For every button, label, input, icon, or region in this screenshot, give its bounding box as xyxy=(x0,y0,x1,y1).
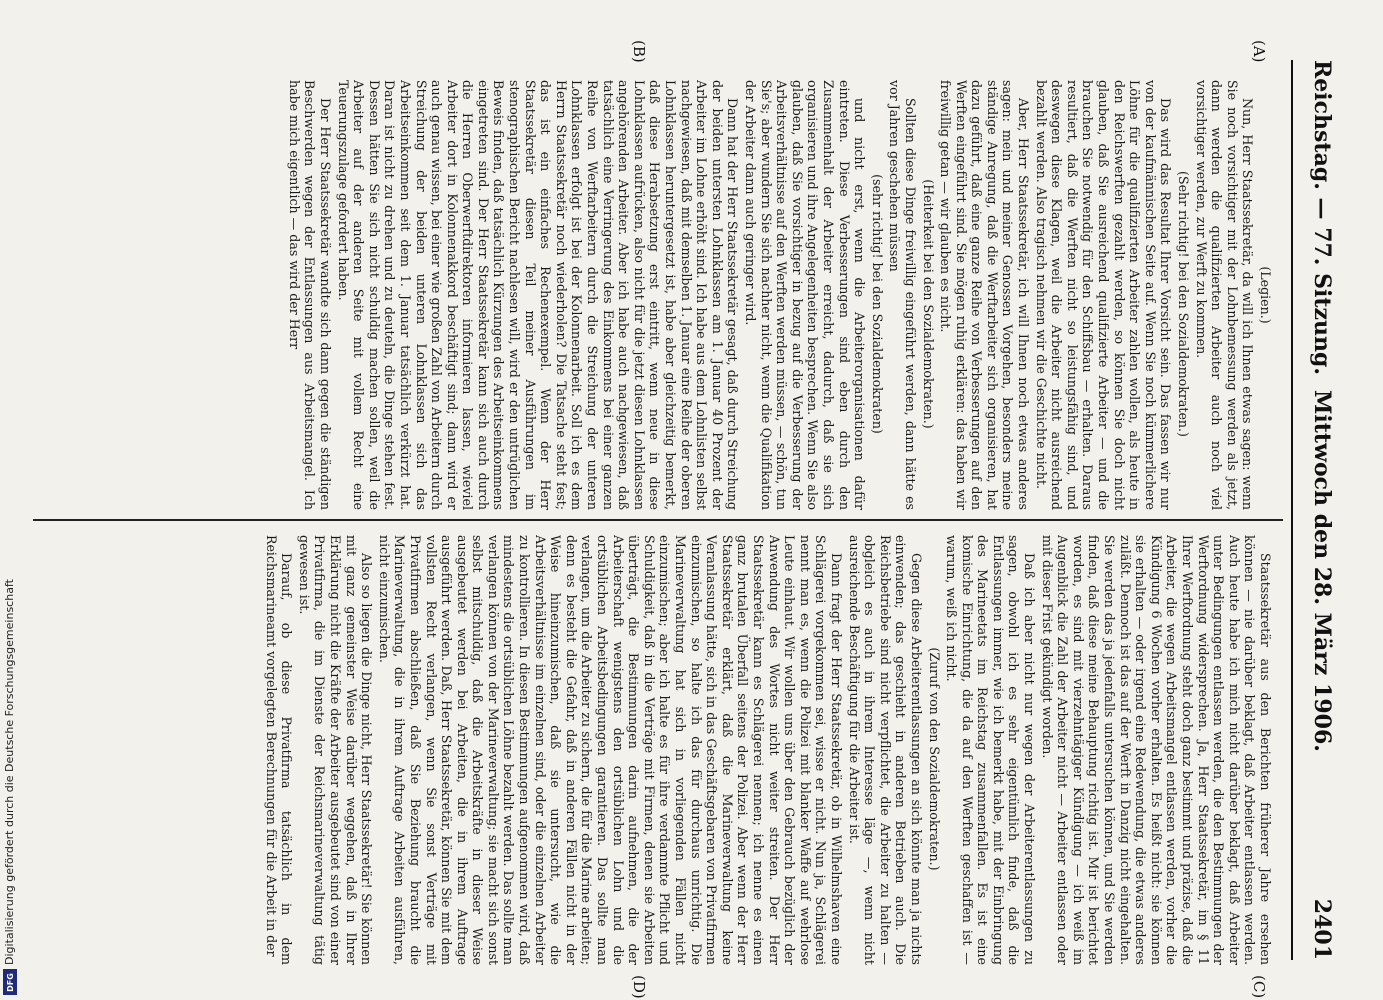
speaker-label: (Legien.) xyxy=(1258,266,1273,324)
paragraph: Sollten diese Dinge freiwillig eingeführt werden, dann hätte es vor Jahren geschehen müssen xyxy=(887,80,918,510)
paragraph: Gegen diese Arbeiterentlassungen an sich könnte man ja nichts einwenden; das geschieht in anderen Betrieben auch. Die Reichsbetriebe sind nicht verpflichtet, die Arbeiter zu halten — obgleich es auch in ihrem Interesse läge —, wenn nicht ausreichende Beschäftigung für die Arbeiter ist. xyxy=(846,535,924,965)
margin-marker-d: (D) xyxy=(630,975,648,999)
header-date: Mittwoch den 28. März 1906. xyxy=(1309,390,1335,752)
right-text-column xyxy=(43,535,1273,965)
paragraph: Dann hat der Herr Staatssekretär gesagt, daß durch Streichung der beiden untersten Lohnklassen am 1. Januar 40 Prozent der Arbeiter im Lohne erhöht sind. Ich habe aus dem Lohnlisten selbst nachgewiesen, daß mit demselben 1. Januar eine Reihe der oberen Lohnklassen heruntergesetzt ist, habe aber gleichzeitig bemerkt, daß diese Herabsetzung erst eintritt, wenn neue in diese Lohnklassen aufrücken, also nicht für die jetzt diesen Lohnklassen angehörenden Arbeiter. Aber ich habe auch nachgewiesen, daß tatsächlich eine Verringerung des Einkommens bei einer ganzen Reihe von Werftarbeitern durch die Streichung der unteren Lohnklassen erfolgt ist bei der Kolonnenarbeit. Soll ich es dem Herrn Staatssekretär noch wiederholen? Die Tatsache steht fest; das ist ein einfaches Rechenexempel. Wenn der Herr Staatssekretär diesen Teil meiner Ausführungen im stenographischen Bericht nachlesen will, wird er den untrüglichen Beweis finden, daß tatsächlich Kürzungen des Arbeitseinkommens eingetreten sind. Der Herr Staatssekretär kann sich auch durch die Herren Oberwerftdirektoren informieren lassen, wieviel Arbeiter dort in Kolonnenakkord beschäftigt sind; dann wird er auch genau wissen, bei einer wie großen Zahl von Arbeitern durch Streichung der beiden unteren Lohnklassen sich das Arbeitseinkommen seit dem 1. Januar tatsächlich verkürzt hat. Daran ist nicht zu drehen und zu deuteln, die Dinge stehen fest. Dessen hätten Sie sich nicht schuldig machen sollen, weil die Arbeiter auf der anderen Seite mit vollem Recht eine Teuerungszulage gefordert haben. xyxy=(335,80,741,510)
paragraph: Staatssekretär aus den Berichten früherer Jahre ersehen können — nie darüber beklagt, daß Arbeiter entlassen werden. Auch heute habe ich mich nicht darüber beklagt, daß Arbeiter unter Bedingungen entlassen werden, die den Bestimmungen der Werftordnung widersprechen. Ja, Herr Staatssekretär, im § 11 Ihrer Werftordnung steht doch ganz bestimmt und präzise, daß die Arbeiter, die wegen Arbeitsmangel entlassen werden, vorher die Kündigung 6 Wochen vorher erhalten. Es heißt nicht: sie können sie erhalten — oder irgend eine Redewendung, die etwas anderes zuläßt. Dennoch ist das auf der Werft in Danzig nicht eingehalten. Sie werden das ja jedenfalls untersuchen können, und Sie werden finden, daß diese meine Behauptung richtig ist. Mir ist berichtet worden, es sind mit vierzehntägiger Kündigung — ich weiß im Augenblick die Zahl der Arbeiter nicht — Arbeiter entlassen oder mit dieser Frist gekündigt worden. xyxy=(1039,535,1273,965)
left-text-column xyxy=(43,80,1273,510)
dfg-logo xyxy=(3,969,17,995)
page-header xyxy=(1291,60,1353,960)
paragraph: Der Herr Staatssekretär wandte sich dann gegen die ständigen Beschwerden wegen der Entlassungen aus Arbeitsmangel. Ich habe mich eigentlich — das wird der Herr xyxy=(286,80,333,510)
digitization-footer xyxy=(3,40,17,995)
paragraph: (Heiterkeit bei den Sozialdemokraten.) xyxy=(920,179,936,429)
margin-marker-b: (B) xyxy=(630,40,648,63)
column-divider xyxy=(33,519,1283,521)
paragraph: und nicht erst, wenn die Arbeiterorganisationen dafür eintreten. Diese Verbesserungen sind eben durch den Zusammenhalt der Arbeiter erreicht, dadurch, daß sie sich organisieren und ihre Angelegenheiten besprechen. Wenn Sie also glauben, daß Sie vorsichtiger in bezug auf die Verbesserung der Arbeitsverhältnisse auf den Werften werden müssen, — schön, tun Sie's; aber wundern Sie sich nachher nicht, wenn die Qualifikation der Arbeiter dann auch geringer wird. xyxy=(743,80,868,510)
dfg-logo-text: DFG xyxy=(5,972,15,992)
header-page-number: 2401 xyxy=(1309,898,1335,960)
paragraph: Aber, Herr Staatssekretär, ich will Ihnen noch etwas anderes sagen: mein und meiner Genossen Vorgehen, besonders meine ständige Anregung, daß die Werftarbeiter sich organisieren, hat dazu geführt, daß eine ganze Reihe von Verbesserungen auf den Werften eingeführt sind. Sie mögen ruhig erklären: das haben wir freiwillig getan — wir glauben es nicht. xyxy=(938,80,1032,510)
paragraph: Nun, Herr Staatssekretär, da will ich Ihnen etwas sagen: wenn Sie noch vorsichtiger mit der Lohnbemessung werden als jetzt, dann werden die qualifizierten Arbeiter auch noch viel vorsichtiger werden, zur Werft zu kommen. xyxy=(1193,80,1256,510)
paragraph: Darauf, ob diese Privatfirma tatsächlich in dem Reichsmarineamt vorgelegten Berechnungen für die Arbeit in der xyxy=(263,535,295,965)
paragraph: (Sehr richtig! bei den Sozialdemokraten.) xyxy=(1176,171,1192,437)
paragraph: Dann fragt der Herr Staatssekretär, ob in Wilhelmshaven eine Schlägerei vorgekommen sei, wisse er nicht. Nun ja, Schlägerei nennt man es, wenn die Polizei mit blanker Waffe auf wehrlose Leute einhaut. Wir wollen uns über den Gebrauch bezüglich der Anwendung des Wortes nicht weiter streiten. Der Herr Staatssekretär kann es Schlägerei nennen; ich nenne es einen ganz brutalen Überfall seitens der Polizei. Aber wenn der Herr Staatssekretär erklärt, daß die Marineverwaltung keine Veranlassung hätte, sich in das Geschäftsgebaren von Privatfirmen einzumischen, so halte ich das für durchaus unrichtig. Die Marineverwaltung hat sich in vorliegenden Fällen nicht einzumischen; aber ich halte es für ihre verdammte Pflicht und Schuldigkeit, daß in die Verträge mit Firmen, denen sie Arbeiten überträgt, die Bestimmungen darin aufnehmen, die der Arbeiterschaft wenigstens den ortsüblichen Lohn und die ortsüblichen Arbeitsbedingungen garantieren. Das sollte man verlangen, um die Arbeiter zu sichern, die für die Marine arbeiten; denn es besteht die Gefahr, daß in anderen Fällen nicht in der Weise hineinzumischen, daß sie untersucht, wie die Arbeitsverhältnisse im einzelnen sind, oder die einzelnen Arbeiter zu kontrollieren. In diesen Bestimmungen aufgenommen wird, daß mindestens die ortsüblichen Löhne bezahlt werden. Das sollte man verlangen können von der Marineverwaltung; sie macht sich sonst selbst mitschuldig, daß die Arbeitskräfte in dieser Weise ausgebeutet werden bei Arbeiten, die in ihrem Auftrage ausgeführt werden. Daß, Herr Staatssekretär, können Sie mit dem vollsten Recht verlangen, wenn Sie sonst Verträge mit Privatfirmen abschließen, daß Sie Beziehung braucht die Marineverwaltung, die in ihrem Auftrage Arbeiten ausführen, nicht einzumischen. xyxy=(376,535,844,965)
margin-marker-c: (C) xyxy=(1250,975,1268,999)
header-session: Reichstag. — 77. Sitzung. xyxy=(1309,60,1335,376)
paragraph: Also so liegen die Dinge nicht, Herr Staatssekretär! Sie können mit ganz gemeinster Weise darüber weggehen, daß in Ihrer Erklärung nicht die Kräfte der Arbeiter ausgebeutet sind von einer Privatfirma, die im Dienste der Reichsmarineverwaltung tätig gewesen ist. xyxy=(296,535,375,965)
paragraph: (Zuruf von den Sozialdemokraten.) xyxy=(926,647,942,871)
paragraph: Daß ich aber nicht nur wegen der Arbeiterentlassungen zu sagen, obwohl ich es sehr eigentümlich finde, daß die Entlassungen immer, wie ich bemerkt habe, mit der Einbringung des Marineetats im Reichstag zusammenfallen. Es ist eine komische Einrichtung, die da auf den Werften geschaffen ist — warum, weiß ich nicht. xyxy=(944,535,1038,965)
margin-marker-a: (A) xyxy=(1250,40,1268,63)
paragraph: Das wird das Resultat Ihrer Vorsicht sein. Das fassen wir nur von der kaufmännischen Seite auf. Wenn Sie noch kümmerlichere Löhne für die qualifizierten Arbeiter zahlen wollen, als heute in den Reichswerften gezahlt werden, so können Sie doch nicht glauben, daß Sie ausreichend qualifizierte Arbeiter — und die brauchen Sie notwendig für den Schiffsbau — erhalten. Daraus resultiert, daß die Werften nicht so leistungsfähig sind, und deswegen diese Klagen, weil die Arbeiter nicht ausreichend bezahlt werden. Also tragisch nehmen wir die Geschichte nicht. xyxy=(1033,80,1174,510)
paragraph: (sehr richtig! bei den Sozialdemokraten) xyxy=(869,174,885,434)
funding-note: Digitalisierung gefördert durch die Deutsche Forschungsgemeinschaft xyxy=(3,579,16,965)
